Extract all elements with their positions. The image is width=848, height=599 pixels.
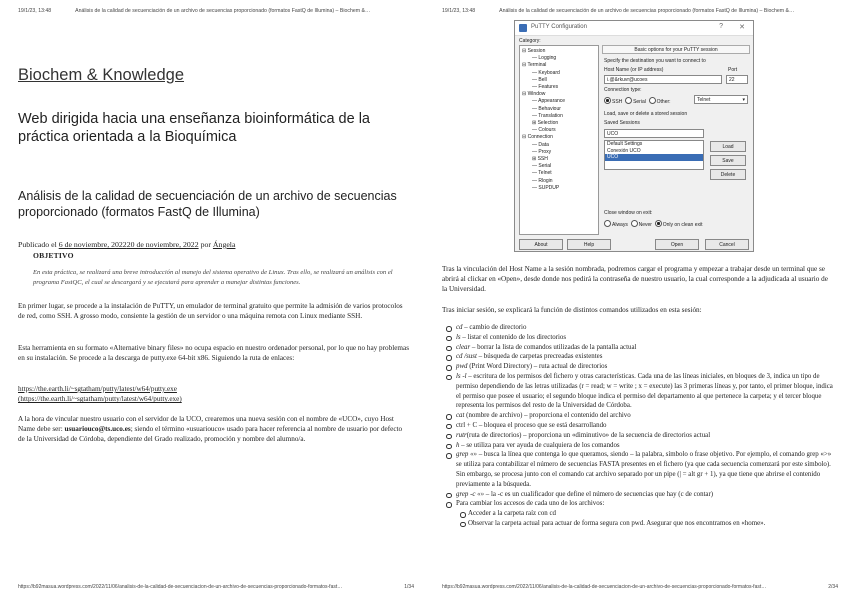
command-name: ls -l [456, 372, 467, 380]
page-2 [424, 0, 848, 599]
command-name: h [456, 441, 460, 449]
tree-item[interactable]: — Bell [532, 76, 547, 83]
connection-type-group [604, 97, 671, 105]
port-input[interactable]: 22 [726, 75, 748, 84]
putty-titlebar [515, 21, 753, 36]
putty-window-title: PuTTY Configuration [531, 24, 587, 30]
list-item [442, 499, 837, 528]
radio-other[interactable] [649, 97, 656, 104]
save-button[interactable]: Save [710, 155, 746, 166]
command-name: cd /sust [456, 353, 477, 361]
putty-download-link[interactable]: https://the.earth.li/~sgtatham/putty/latest/w64/putty.exe [18, 385, 177, 393]
command-name: cd [456, 324, 463, 331]
command-name: ctrl + C [456, 421, 478, 429]
download-links [18, 384, 410, 404]
objective-heading: OBJETIVO [33, 251, 74, 260]
delete-button[interactable]: Delete [710, 169, 746, 180]
cancel-button[interactable]: Cancel [705, 239, 749, 250]
command-desc: – búsqueda de carpetas precreadas existentes [476, 353, 603, 361]
site-tagline: Web dirigida hacia una enseñanza bioinformática de la práctica orientada a la Bioquímica [18, 111, 370, 145]
radio-label: Always [612, 222, 628, 228]
session-item-selected[interactable]: UCO [605, 154, 703, 161]
print-url: https://b92masua.wordpress.com/2022/11/06/analisis-de-la-calidad-de-secuenciacion-de-un-archivo-de-secuencias-proporcionado-formatos-fast… [442, 584, 767, 590]
protocol-value: Telnet [697, 97, 711, 103]
commands-list [442, 323, 837, 529]
tree-item[interactable]: ⊞ Selection [532, 120, 559, 127]
by-label: por [200, 240, 211, 249]
destination-label: Specify the destination you want to connect to [604, 58, 706, 64]
tree-item[interactable]: — Serial [532, 163, 552, 170]
close-on-exit-label: Close window on exit: [604, 210, 653, 216]
paragraph-text: Esta herramienta en su formato «Alternative binary files» no ocupa espacio en nuestro ordenador personal, por lo que no hay problemas en su instalación. Se procede a la descarga de putty.exe 64-bit x86. Siguiendo la ruta de enlaces: [18, 344, 409, 363]
command-name: clear [456, 343, 471, 351]
list-item [442, 441, 837, 451]
print-date: 19/1/23, 13:48 [18, 8, 52, 14]
category-label: Category: [519, 38, 541, 44]
command-desc: – escritura de los permisos del fichero y otras características. Cada una de las líneas iniciales, en bloques de 3, indica un tipo de permiso dependiendo de las letras utilizadas (r = read; w = write ; x = execute) las 3 primeras líneas y, por tanto, el primer bloque, indica el permiso que posee el usuario; el segundo bloque indica el permiso del departamento al que pertenece la carpeta; y el tercer bloque representa los permisos del resto de la Universidad de Córdoba. [456, 372, 833, 410]
tree-item[interactable]: ⊟ Window [522, 91, 546, 98]
putty-download-link-alt[interactable]: (https://the.earth.li/~sgtatham/putty/latest/w64/putty.exe) [18, 395, 182, 404]
command-desc: Para cambiar los accesos de cada uno de los archivos: [456, 500, 605, 508]
port-label: Port [728, 67, 738, 73]
list-item [442, 333, 837, 343]
tree-item[interactable]: — Telnet [532, 170, 552, 177]
paragraph-putty [18, 301, 410, 321]
sub-list-item: Observar la carpeta actual para actuar de forma segura con pwd. Asegurar que nos encontramos en «home». [456, 519, 837, 529]
paragraph-open-session: Tras la vinculación del Host Name a la sesión nombrada, podremos cargar el programa y empezar a trabajar desde un terminal que se abrirá al clickar en «Open», desde donde nos pedirá la contraseña de nuestro usuario, la cual corresponde a la adjudicada al usuario de la Universidad. [442, 265, 828, 294]
radio-always[interactable] [604, 220, 611, 227]
putty-screenshot [514, 20, 754, 252]
paragraph-binary [18, 343, 410, 363]
panel-header: Basic options for your PuTTY session [602, 45, 750, 54]
sub-list-item: Acceder a la carpeta raíz con cd [456, 509, 837, 519]
radio-label: SSH [612, 99, 623, 105]
page-number: 1/34 [400, 584, 414, 590]
tree-item[interactable]: — Appearance [532, 98, 566, 105]
page-footer [18, 584, 414, 590]
command-desc: – borrar la lista de comandos utilizadas de la pantalla actual [470, 343, 637, 351]
saved-session-input[interactable]: UCO [604, 129, 704, 138]
radio-label: Serial [633, 99, 646, 105]
tree-item[interactable]: — Translation [532, 112, 563, 119]
print-title: Análisis de la calidad de secuenciación de un archivo de secuencias proporcionado (formatos FastQ de Illumina) – Biochem &… [499, 8, 795, 14]
session-list[interactable] [604, 140, 704, 170]
tree-item[interactable]: — Data [532, 141, 549, 148]
list-item [442, 490, 837, 500]
tree-item[interactable]: ⊟ Session [522, 48, 546, 54]
about-button[interactable]: About [519, 239, 563, 250]
tree-item[interactable]: ⊟ Connection [522, 134, 553, 141]
radio-never[interactable] [631, 220, 638, 227]
list-item [442, 343, 837, 353]
updated-date-link[interactable]: 20 de noviembre, 2022 [126, 240, 199, 249]
author-link[interactable]: Ángela [212, 240, 236, 249]
list-item [442, 372, 837, 411]
list-item [442, 450, 837, 489]
tree-item[interactable]: — Proxy [532, 148, 552, 155]
session-item[interactable]: Default Settings [607, 141, 643, 147]
tree-item[interactable]: — SUPDUP [532, 184, 560, 191]
session-item[interactable]: Conexión UCO [607, 147, 641, 154]
tree-item[interactable]: — Features [532, 84, 559, 91]
tree-item[interactable]: ⊞ SSH [532, 156, 548, 163]
post-title: Análisis de la calidad de secuenciación de un archivo de secuencias proporcionado (formatos FastQ de Illumina) [18, 189, 397, 219]
command-desc: – listar el contenido de los directorios [460, 333, 567, 341]
sub-list [456, 509, 837, 529]
print-url: https://b92masua.wordpress.com/2022/11/06/analisis-de-la-calidad-de-secuenciacion-de-un-archivo-de-secuencias-proporcionado-formatos-fast… [18, 584, 343, 590]
tree-item[interactable]: ⊟ Terminal [522, 62, 547, 69]
command-name: grep -c «» [456, 490, 485, 498]
print-date: 19/1/23, 13:48 [442, 8, 476, 14]
tree-item[interactable]: — Keyboard [532, 69, 560, 76]
help-button[interactable]: Help [567, 239, 611, 250]
list-item [442, 431, 837, 441]
command-name: ls [456, 333, 461, 341]
session-panel [602, 45, 750, 235]
radio-label: Other: [656, 99, 671, 105]
intro-text: En esta práctica, se realizará una breve introducción al manejo del sistema operativo de Linux. Tras ello, se realizará un análisis con el programa FastQC, el cual se descargará y se ejecutará para aprender a manejar distintas funciones. [33, 269, 393, 286]
connection-type-label: Connection type: [604, 87, 642, 93]
paragraph-text: En primer lugar, se procede a la instalación de PuTTY, un emulador de terminal gratuito que permite la admisión de varios protocolos de red, como SSH. A grosso modo, consiente la gestión de un servidor o una máquina remota con Linux mediante SSH. [18, 302, 403, 321]
help-icon[interactable]: ? [719, 23, 723, 30]
list-item [442, 411, 837, 421]
host-label: Host Name (or IP address) [604, 67, 664, 73]
command-desc: (ruta de directorios) – proporciona un «diminutivo» de la secuencia de directorios actual [466, 431, 711, 439]
command-name: rutr [456, 431, 467, 439]
list-item [442, 421, 837, 431]
tree-item[interactable]: — Rlogin [532, 177, 553, 184]
radio-label: Never [638, 222, 652, 228]
print-title: Análisis de la calidad de secuenciación de un archivo de secuencias proporcionado (formatos FastQ de Illumina) – Biochem &… [75, 8, 371, 14]
list-item [442, 362, 837, 372]
command-name: cat [456, 412, 465, 420]
command-desc: (nombre de archivo) – proporciona el contenido del archivo [464, 412, 631, 420]
command-name: pwd [456, 363, 468, 371]
radio-clean-exit[interactable] [655, 220, 662, 227]
command-desc: – se utiliza para ver ayuda de cualquiera de los comandos [459, 441, 620, 449]
list-item [442, 352, 837, 362]
published-label: Publicado el [18, 240, 57, 249]
tree-item[interactable]: — Logging [532, 55, 557, 62]
load-save-label: Load, save or delete a stored session [604, 111, 688, 117]
chevron-down-icon: ▾ [742, 97, 745, 103]
command-desc: – busca la línea que contenga lo que queramos, siendo – la palabra, símbolo o frase objetivo. Por ejemplo, el comando grep «>» se utiliza para contabilizar el número de secuencias FASTA presentes en el fichero (ya que cada secuencia comenzará por este símbolo). Sin embargo, se procesa junto con el comando cat archivo separado por un pipe (| = alt gr + 1), ya que tiene que abrirse el contenido previamente a la búsqueda. [456, 451, 832, 488]
page-header [442, 8, 838, 14]
page-number: 2/34 [824, 584, 838, 590]
list-item [442, 323, 837, 333]
close-on-exit-group [604, 220, 703, 228]
host-name-input[interactable]: i.@&rkuvr@ucoes [604, 75, 722, 84]
radio-ssh[interactable] [604, 97, 611, 104]
command-desc: – la -c es un cualificador que define el número de secuencias que hay (c de contar) [484, 490, 714, 498]
page-footer [442, 584, 838, 590]
command-desc: – cambio de directorio [462, 324, 527, 331]
radio-label: Only on clean exit [662, 222, 703, 228]
page-header [18, 8, 414, 14]
saved-sessions-label: Saved Sessions [604, 120, 640, 126]
tree-item[interactable]: — Colours [532, 127, 556, 134]
paragraph-uco [18, 414, 410, 445]
paragraph-text: A la hora de vincular nuestro usuario con el servidor de la UCO, crearemos una nueva sesión con el nombre de «UCO», cuyo Host Name debe ser: [18, 415, 394, 434]
protocol-select[interactable] [694, 95, 748, 104]
post-meta [18, 240, 408, 249]
category-tree [519, 45, 599, 235]
command-name: grep «» [456, 451, 477, 459]
tree-item[interactable]: — Behaviour [532, 105, 561, 112]
paragraph-commands-intro: Tras iniciar sesión, se explicará la función de distintos comandos utilizados en esta sesión: [442, 306, 702, 314]
post-date-link[interactable]: 6 de noviembre, 2022 [58, 240, 127, 249]
putty-app-icon [519, 24, 527, 32]
load-button[interactable]: Load [710, 141, 746, 152]
command-desc: – bloquea el proceso que se está desarrollando [477, 421, 607, 429]
radio-serial[interactable] [625, 97, 632, 104]
site-title[interactable]: Biochem & Knowledge [18, 66, 185, 84]
close-icon[interactable]: ✕ [739, 24, 745, 31]
paragraph-text: ; siendo el término «usuariouco» usado para hacer referencia al nombre de usuario por defecto de la Universidad de Córdoba, dependiente del Grado realizado, promoción y nombre del alumno/a. [18, 425, 403, 444]
host-name-bold: usuariouco@ts.uco.es [64, 425, 131, 434]
command-desc: (Print Word Directory) – ruta actual de directorios [467, 363, 608, 371]
open-button[interactable]: Open [655, 239, 699, 250]
